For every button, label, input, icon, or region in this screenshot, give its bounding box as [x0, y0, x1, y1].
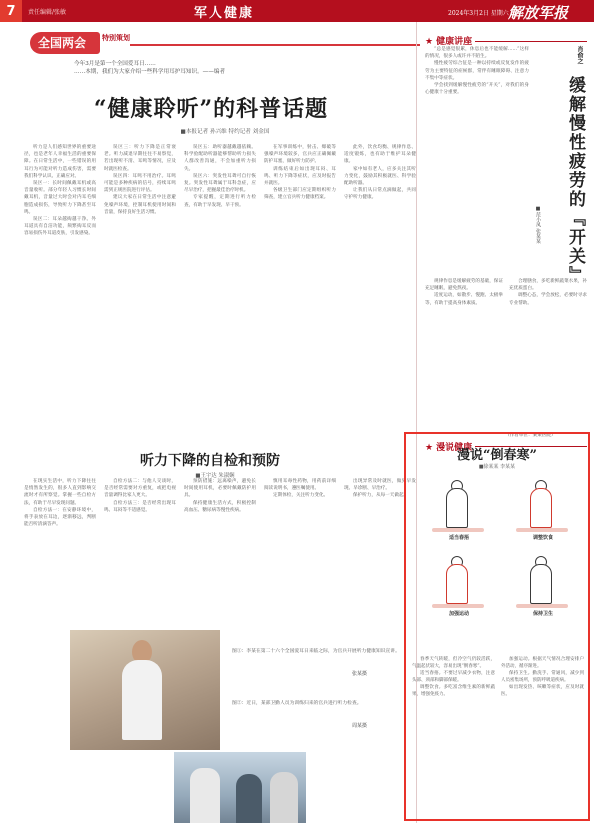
- ground-shadow: [432, 528, 484, 532]
- illustration-label: 适当春捂: [448, 535, 469, 541]
- figure-body-icon: [446, 488, 468, 528]
- paragraph: 自检方法二：与他人交谈时，是否经常需要对方重复，或把电视音量调得比家人更大。: [104, 479, 176, 499]
- article-2-col-3: [184, 478, 256, 616]
- figure-body-icon: [446, 564, 468, 604]
- paragraph: 误区三：听力下降是正常衰老。听力减退早期往往不易察觉，若出现听不清、耳鸣等情况，应及时就医检查。: [104, 145, 176, 172]
- box-byline: ■徐某某 李某某: [478, 464, 516, 470]
- illustration-keep-warm: [424, 478, 494, 540]
- star-icon: ★: [425, 443, 434, 453]
- article-1-col-3: [184, 144, 256, 374]
- lecture-credit: （作者单位：某某医院）: [505, 433, 556, 438]
- illustration-diet: [508, 478, 578, 540]
- two-sessions-logo: 全国两会: [30, 32, 100, 54]
- highlighted-article: [404, 432, 590, 821]
- illustration-label: 调整饮食: [532, 535, 553, 541]
- paragraph: 误区一：长时间佩戴耳机或高音量收听。部分年轻人习惯长时间戴耳机，音量过大时会对内耳毛细胞造成损伤，导致听力下降甚至耳鸣。: [24, 181, 96, 215]
- page-header: [0, 0, 594, 22]
- illustration-label: 保持卫生: [532, 611, 553, 617]
- paragraph: 保护听力，从每一天做起。: [353, 493, 409, 499]
- cartoon-health-label: 漫说健康: [436, 443, 473, 453]
- photo-hearing-test: [174, 752, 306, 823]
- photo-caption-1: 图①：李某在第二十六个全国爱耳日来临之际，为官兵开展听力健康知识宣讲。: [232, 649, 400, 654]
- box-col-2: [501, 656, 584, 816]
- article-2-col-2: [104, 478, 176, 616]
- figure-body-icon: [530, 564, 552, 604]
- photo-area: [22, 620, 414, 820]
- article-1-col-2: [104, 144, 176, 374]
- paragraph: 误区六：突发性耳聋可自行恢复。突发性耳聋属于耳科急症，应尽早治疗，把握最佳治疗时机。: [184, 173, 256, 194]
- main-area: [0, 22, 416, 823]
- paragraph: 出现异常及时就医，做到早发现、早诊断、早治疗。: [344, 479, 416, 492]
- article-1-col-4: [264, 144, 336, 374]
- paragraph: 保持健康生活方式，积极控制高血压、糖尿病等慢性疾病。: [184, 500, 256, 513]
- paragraph: 定期体检，关注听力变化。: [273, 493, 329, 499]
- paragraph: 调整心态，学会放松，必要时寻求专业帮助。: [509, 293, 587, 306]
- lecture-title: 缓解慢性疲劳的『开关』: [565, 76, 585, 285]
- lecture-author: ■范小凤 张某某: [535, 206, 541, 244]
- paragraph: 各级卫生部门应定期组织听力筛查，建立官兵听力健康档案。: [264, 188, 336, 201]
- paragraph: 春季天气转暖，但冷空气仍较活跃，气温起伏较大，容易出现“倒春寒”。: [412, 657, 495, 669]
- figure-shape: [236, 774, 262, 823]
- illustration-exercise: [424, 554, 494, 616]
- photo-credit-2: 周某摄: [352, 723, 368, 729]
- box-col-1: [412, 656, 495, 816]
- article-2-col-1: [24, 478, 96, 616]
- lecture-col-a: [425, 278, 503, 438]
- lecture-body-lower: [425, 278, 587, 438]
- ground-shadow: [516, 528, 568, 532]
- paragraph: “总是感觉很累，休息后也不能缓解……”这样的情况，很多人或许并不陌生。: [425, 47, 529, 60]
- article-2-col-4: [264, 478, 336, 616]
- article-1-col-5: [344, 144, 416, 374]
- special-banner: [30, 30, 410, 76]
- article-2-byline: ■王宇达 朱淑娴: [195, 473, 235, 479]
- article-1-body: [24, 144, 416, 374]
- illustration-label: 加强运动: [448, 611, 469, 617]
- paragraph: 听力是人们感知世界的重要途径，也是老年人幸福生活的重要保障。在日常生活中，一些错误的用耳行为可能对听力造成伤害，需要我们科学认识、正确应对。: [24, 145, 96, 179]
- page-number: 7: [0, 0, 22, 22]
- figure-shape: [190, 768, 220, 823]
- health-lecture-label: 健康讲座: [436, 37, 473, 47]
- photo-lecture: [70, 630, 220, 750]
- paragraph: 在现实生活中，听力下降往往是悄然发生的，很多人直到影响交流时才有所察觉。掌握一些自检方法，有助于尽早发现问题。: [24, 479, 96, 506]
- paragraph: 自检方法一：在安静环境中，将手表放在耳边，逐渐移远，判断能否听清滴答声。: [24, 507, 96, 528]
- editor-note: [74, 60, 225, 76]
- editor-note-line-2: ……本期，我们为大家介绍一些科学用耳护耳知识。——编者: [74, 69, 226, 75]
- ground-shadow: [432, 604, 484, 608]
- paragraph: 误区四：耳鸣不用治疗。耳鸣可能是多种疾病的信号，持续耳鸣需到正规医院进行评估。: [104, 173, 176, 194]
- paragraph: 误区二：耳朵越掏越干净。外耳道具有自洁功能，频繁掏耳反而容易损伤外耳道皮肤，引发感染。: [24, 217, 96, 237]
- figure-body-icon: [530, 488, 552, 528]
- paragraph: 此外，饮食均衡、规律作息、适度锻炼，也有助于维护耳朵健康。: [344, 145, 416, 165]
- photo-credit-1: 张某摄: [352, 671, 368, 677]
- paragraph: 规律作息是缓解疲劳的基础，保证充足睡眠，避免熬夜。: [425, 279, 503, 292]
- article-2-body: [24, 478, 416, 616]
- article-1-byline: ■本报记者 孙兴维 特约记者 刘金国: [180, 129, 270, 135]
- issue-date: 2024年3月2日 星期六: [448, 10, 509, 17]
- paragraph: 适当春捂。不要过早减少衣物，注意头部、颈部和脚部保暖。: [412, 671, 495, 683]
- paragraph: 适度运动，如散步、慢跑、太极拳等，有助于提高身体素质。: [425, 293, 503, 306]
- kicker-divider: [475, 41, 587, 42]
- paragraph: 慎用耳毒性药物，用药前详细阅读说明书，遵医嘱使用。: [264, 479, 336, 492]
- lecture-body: [425, 46, 529, 276]
- box-title: 漫说“倒春寒”: [457, 448, 537, 463]
- paragraph: 如出现发热、咳嗽等症状，应及时就医。: [501, 685, 584, 697]
- special-plan-label: 特别策划: [102, 34, 130, 42]
- article-1-title: “健康聆听”的科普话题: [93, 96, 329, 122]
- paragraph: 自检方法三：是否经常出现耳鸣、耳闷等不适感觉。: [104, 500, 176, 513]
- paragraph: 预防措施：远离噪声，避免长时间使用耳机，必要时佩戴防护用具。: [184, 479, 256, 499]
- editor-line: 责任编辑/张敏: [28, 8, 67, 16]
- paragraph: 慢性疲劳综合征是一种以持续或反复发作的疲劳为主要特征的症候群，常伴有睡眠障碍、注意力不集中等症状。: [425, 61, 529, 81]
- ground-shadow: [516, 604, 568, 608]
- photo-caption-2: 图②：近日，某部卫勤人员为训练归来的官兵进行听力检查。: [232, 701, 362, 706]
- paragraph: 调整饮食。多吃富含维生素的新鲜蔬果，增强免疫力。: [412, 685, 495, 697]
- paragraph: 保持卫生。勤洗手、常通风，减少到人员密集场所，预防呼吸道疾病。: [501, 671, 584, 683]
- illustration-hygiene: [508, 554, 578, 616]
- article-1-col-1: [24, 144, 96, 374]
- paragraph: 让我们从日常点滴做起，共同守护听力健康。: [344, 188, 416, 201]
- paragraph: 建议大家在日常生活中注意避免噪声环境，控制耳机使用时间和音量，保持良好生活习惯。: [104, 195, 176, 215]
- article-2-title: 听力下降的自检和预防: [140, 453, 280, 469]
- column-name: 肖俞之: [576, 46, 583, 64]
- paragraph: 加强运动。根据天气情况合理安排户外活动，循序渐进。: [501, 657, 584, 669]
- banner-divider: [130, 44, 420, 46]
- paragraph: 合理膳食，多吃新鲜蔬菜水果，补充优质蛋白。: [509, 279, 587, 292]
- box-body: [412, 656, 584, 816]
- editor-note-line-1: 今年3月是第一个全国爱耳日……: [74, 61, 156, 67]
- paragraph: 专家提醒，定期进行听力检查，有助于早发现、早干预。: [184, 195, 256, 208]
- paragraph: 在军事训练中，射击、爆破等强噪声环境较多，官兵应正确佩戴防护耳塞，做好听力防护。: [264, 145, 336, 165]
- paragraph: 训练结束后如出现耳闷、耳鸣、听力下降等症状，应及时报告并就医。: [264, 166, 336, 187]
- paragraph: 家中如有老人，应多关注其听力变化，鼓励其积极就医、科学验配助听器。: [344, 166, 416, 187]
- figure-shape: [270, 772, 298, 823]
- lecture-col-b: [509, 278, 587, 438]
- newspaper-name: 解放军报: [508, 4, 569, 22]
- illustration-grid: [412, 472, 584, 652]
- star-icon: ★: [425, 37, 434, 47]
- doctor-coat-shape: [122, 660, 162, 740]
- paragraph: 误区五：助听器越戴越依赖。科学验配助听器能够帮助听力损失人群改善沟通，不会加重听力损失。: [184, 145, 256, 172]
- paragraph: 学会找到缓解慢性疲劳的“开关”，对我们的身心健康十分重要。: [425, 83, 529, 96]
- section-title: 军人健康: [194, 6, 255, 21]
